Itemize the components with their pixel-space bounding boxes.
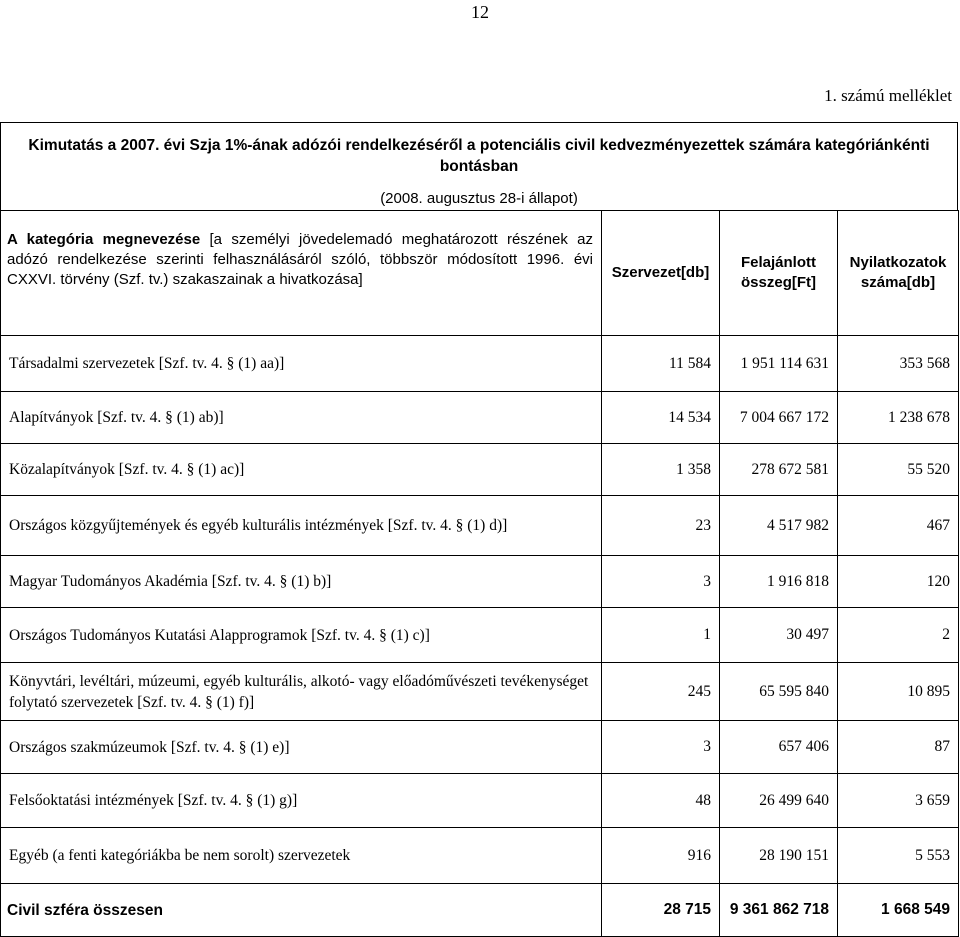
row-declarations: 120 bbox=[838, 556, 959, 608]
header-declarations: Nyilatkozatok száma[db] bbox=[838, 211, 959, 336]
row-organizations: 14 534 bbox=[602, 392, 720, 444]
table-row bbox=[1, 444, 959, 496]
header-amount: Felajánlott összeg[Ft] bbox=[720, 211, 838, 336]
row-declarations: 55 520 bbox=[838, 444, 959, 496]
row-amount: 28 190 151 bbox=[720, 828, 838, 884]
page-number: 12 bbox=[471, 2, 489, 22]
table-row bbox=[1, 556, 959, 608]
document-subtitle: (2008. augusztus 28-i állapot) bbox=[380, 190, 578, 207]
table-row bbox=[1, 392, 959, 444]
header-category-rest: [a személyi jövedelemadó meghatározott részének az adózó rendelkezése szerinti felhasználásáról szóló, többször módosított 1996. évi CXXVI. törvény (Szf. tv.) szakaszainak a hivatkozása] bbox=[7, 231, 594, 288]
table-row bbox=[1, 774, 959, 828]
row-amount: 278 672 581 bbox=[720, 444, 838, 496]
row-declarations: 5 553 bbox=[838, 828, 959, 884]
title-box bbox=[0, 122, 958, 210]
row-amount: 1 916 818 bbox=[720, 556, 838, 608]
row-amount: 657 406 bbox=[720, 721, 838, 774]
row-category: Országos Tudományos Kutatási Alapprogramok [Szf. tv. 4. § (1) c)] bbox=[1, 608, 602, 663]
row-category: Alapítványok [Szf. tv. 4. § (1) ab)] bbox=[1, 392, 602, 444]
row-declarations: 87 bbox=[838, 721, 959, 774]
row-category: Társadalmi szervezetek [Szf. tv. 4. § (1) aa)] bbox=[1, 336, 602, 392]
row-amount: 7 004 667 172 bbox=[720, 392, 838, 444]
row-organizations: 245 bbox=[602, 663, 720, 721]
row-organizations: 1 bbox=[602, 608, 720, 663]
row-amount: 30 497 bbox=[720, 608, 838, 663]
annex-label: 1. számú melléklet bbox=[824, 86, 952, 105]
data-table bbox=[0, 210, 959, 937]
total-organizations: 28 715 bbox=[602, 884, 720, 937]
row-category: Felsőoktatási intézmények [Szf. tv. 4. § (1) g)] bbox=[1, 774, 602, 828]
row-category: Országos szakmúzeumok [Szf. tv. 4. § (1) e)] bbox=[1, 721, 602, 774]
row-organizations: 916 bbox=[602, 828, 720, 884]
row-declarations: 10 895 bbox=[838, 663, 959, 721]
table-row bbox=[1, 663, 959, 721]
row-organizations: 3 bbox=[602, 556, 720, 608]
row-category: Országos közgyűjtemények és egyéb kulturális intézmények [Szf. tv. 4. § (1) d)] bbox=[1, 496, 602, 556]
table-row bbox=[1, 828, 959, 884]
total-declarations: 1 668 549 bbox=[838, 884, 959, 937]
row-organizations: 11 584 bbox=[602, 336, 720, 392]
row-organizations: 3 bbox=[602, 721, 720, 774]
row-category: Egyéb (a fenti kategóriákba be nem sorolt) szervezetek bbox=[1, 828, 602, 884]
row-amount: 65 595 840 bbox=[720, 663, 838, 721]
row-amount: 26 499 640 bbox=[720, 774, 838, 828]
row-category: Könyvtári, levéltári, múzeumi, egyéb kulturális, alkotó- vagy előadóművészeti tevékenységet folytató szervezetek [Szf. tv. 4. § (1) f)] bbox=[1, 663, 602, 721]
row-amount: 1 951 114 631 bbox=[720, 336, 838, 392]
row-declarations: 2 bbox=[838, 608, 959, 663]
row-declarations: 467 bbox=[838, 496, 959, 556]
table-row bbox=[1, 721, 959, 774]
header-organizations: Szervezet[db] bbox=[602, 211, 720, 336]
table-row bbox=[1, 496, 959, 556]
row-organizations: 1 358 bbox=[602, 444, 720, 496]
header-category-bold: A kategória megnevezése bbox=[7, 231, 210, 248]
total-row bbox=[1, 884, 959, 937]
table-row bbox=[1, 336, 959, 392]
document-title: Kimutatás a 2007. évi Szja 1%-ának adózói rendelkezéséről a potenciális civil kedvezményezettek számára kategóriánkénti bontásban bbox=[28, 137, 930, 175]
row-category: Magyar Tudományos Akadémia [Szf. tv. 4. § (1) b)] bbox=[1, 556, 602, 608]
row-category: Közalapítványok [Szf. tv. 4. § (1) ac)] bbox=[1, 444, 602, 496]
row-declarations: 3 659 bbox=[838, 774, 959, 828]
header-row bbox=[1, 211, 959, 336]
total-category: Civil szféra összesen bbox=[1, 884, 602, 937]
row-declarations: 353 568 bbox=[838, 336, 959, 392]
row-amount: 4 517 982 bbox=[720, 496, 838, 556]
table-row bbox=[1, 608, 959, 663]
header-category bbox=[1, 211, 602, 336]
total-amount: 9 361 862 718 bbox=[720, 884, 838, 937]
row-organizations: 48 bbox=[602, 774, 720, 828]
row-declarations: 1 238 678 bbox=[838, 392, 959, 444]
row-organizations: 23 bbox=[602, 496, 720, 556]
